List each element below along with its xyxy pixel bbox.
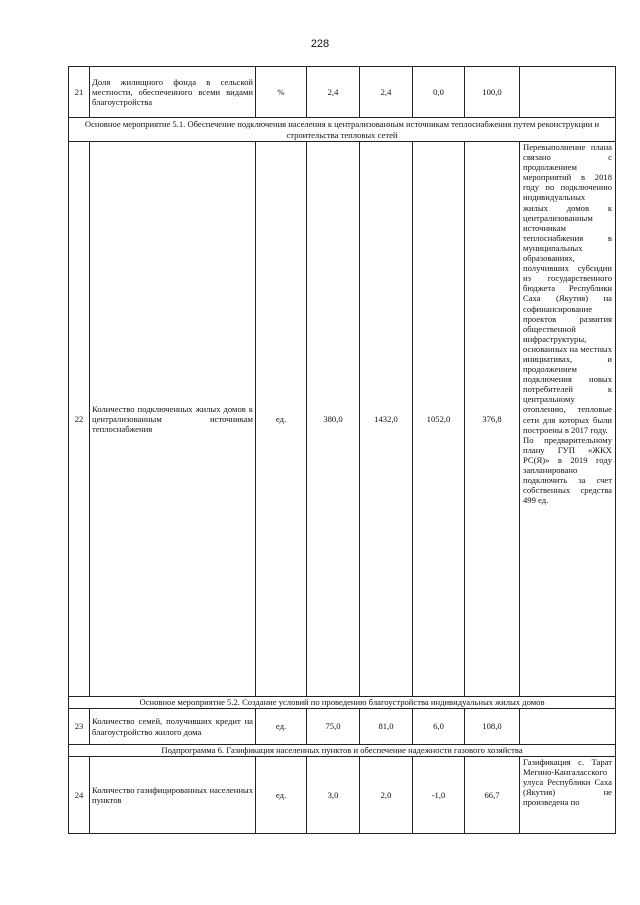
note-paragraph: Перевыполнение плана связано с продолжением мероприятий в 2018 году по подключению индивидуальных жилых домов к централизованным источникам теплоснабжения в муниципальных образованиях, получивших субсидии из государственного бюджета Республики Саха (Якутия) на софинансирование проектов развития общественной инфраструктуры, основанных на местных инициативах, и продолжением подключения новых потребителей к центральному отоплению, тепловые сети для которых были построены в 2017 году. (523, 142, 612, 435)
section-title: Подпрограмма 6. Газификация населенных пунктов и обеспечение надежности газового хозяйства (69, 745, 616, 757)
percent-value: 66,7 (465, 757, 520, 834)
deviation-value: -1,0 (413, 757, 465, 834)
table-row-23 (69, 709, 616, 745)
plan-value: 2,4 (307, 67, 360, 118)
table-row-21 (69, 67, 616, 118)
percent-value: 100,0 (465, 67, 520, 118)
note-cell (520, 709, 616, 745)
section-heading-5-2 (69, 697, 616, 709)
fact-value: 2,4 (360, 67, 413, 118)
fact-value: 1432,0 (360, 142, 413, 697)
deviation-value: 1052,0 (413, 142, 465, 697)
plan-value: 75,0 (307, 709, 360, 745)
deviation-value: 6,0 (413, 709, 465, 745)
row-number: 21 (69, 67, 90, 118)
table-row-24 (69, 757, 616, 834)
section-heading-5-1 (69, 118, 616, 142)
indicator-name: Количество семей, получивших кредит на благоустройство жилого дома (90, 709, 256, 745)
plan-value: 380,0 (307, 142, 360, 697)
unit-cell: ед. (256, 709, 307, 745)
table-row-22 (69, 142, 616, 697)
unit-cell: % (256, 67, 307, 118)
fact-value: 81,0 (360, 709, 413, 745)
row-number: 23 (69, 709, 90, 745)
note-cell (520, 67, 616, 118)
page-number: 228 (310, 38, 330, 50)
subprogram-heading-6 (69, 745, 616, 757)
note-cell: Газификация с. Тарат Мегино-Кангаласского улуса Республики Саха (Якутия) не произведена по (520, 757, 616, 834)
section-title: Основное мероприятие 5.2. Создание условий по проведению благоустройства индивидуальных жилых домов (69, 697, 616, 709)
indicator-name: Количество газифицированных населенных пунктов (90, 757, 256, 834)
indicator-name: Количество подключенных жилых домов к централизованным источникам теплоснабжения (90, 142, 256, 697)
unit-cell: ед. (256, 757, 307, 834)
plan-value: 3,0 (307, 757, 360, 834)
percent-value: 108,0 (465, 709, 520, 745)
row-number: 22 (69, 142, 90, 697)
percent-value: 376,8 (465, 142, 520, 697)
row-number: 24 (69, 757, 90, 834)
section-title: Основное мероприятие 5.1. Обеспечение подключения населения к централизованным источникам теплоснабжения путем реконструкции и строительства тепловых сетей (69, 118, 616, 142)
note-paragraph: По предварительному плану ГУП «ЖКХ РС(Я)» в 2019 году запланировано подключить за счет собственных средства 499 ед. (523, 434, 612, 506)
deviation-value: 0,0 (413, 67, 465, 118)
note-cell (520, 142, 616, 697)
indicator-name: Доля жилищного фонда в сельской местности, обеспеченного всеми видами благоустройства (90, 67, 256, 118)
indicators-table (68, 66, 616, 834)
fact-value: 2,0 (360, 757, 413, 834)
unit-cell: ед. (256, 142, 307, 697)
